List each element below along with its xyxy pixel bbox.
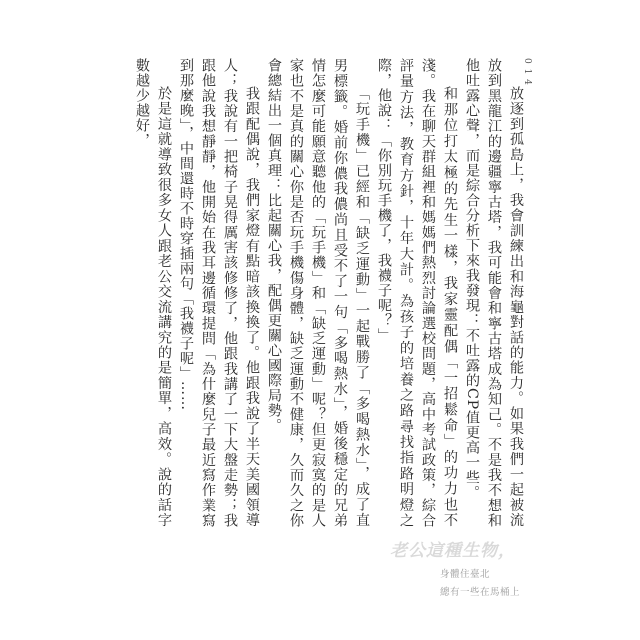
page-number: 0 1 4 xyxy=(522,58,532,86)
pull-quote-line: 身體住臺北 xyxy=(440,569,491,580)
pull-quote xyxy=(380,530,530,630)
paragraph: 「玩手機」已經和「缺乏運動」一起戰勝了「多喝熱水」，成了直男標籤。婚前你儂我儂尚且受不了一句「多喝熱水」，婚後穩定的兄弟情怎麼可能願意聽他的「玩手機」和「缺乏運動」呢？但更寂寞的是人家也不是真的關心你是否玩手機傷身體，缺乏運動不健康，久而久之你會總結出一個真理：比起關心我，配偶更關心國際局勢。 xyxy=(266,58,370,528)
paragraph: 我跟配偶說，我們家燈有點暗該換換了。他跟我說了半天美國領導人；我說有一把椅子晃得厲害該修修了，他跟我講了一下大盤走勢；我跟他說我想靜靜，他開始在我耳邊循環提問「為什麼兒子最近寫作業寫到那麼晚」，中間還時不時穿插兩句「我襪子呢」…… xyxy=(178,58,260,528)
pull-quote-title: 老公這種生物， xyxy=(390,541,516,561)
paragraph: 於是這就導致很多女人跟老公交流講究的是簡單，高效。說的話字數越少越好， xyxy=(134,58,172,528)
paragraph: 和那位打太極的先生一樣，我家靈配偶「一招鬆命」的功力也不淺。我在聊天群組裡和媽媽們熱烈討論選校問題，高中考試政策，綜合評量方法，教育方針，十年大計。為孩子的培養之路尋找指路明燈之際，他說：「你別玩手機了，我襪子呢？」 xyxy=(376,58,458,528)
pull-quote-line: 總有一些在馬桶上 xyxy=(440,587,521,598)
body-text xyxy=(127,58,527,528)
paragraph: 放逐到孤島上，我會訓練出和海龜對話的能力。如果我們一起被流放到黑龍江的邊疆寧古塔，我可能會和寧古塔成為知己。不是我不想和他吐露心聲，而是綜合分析下來我發現：不吐露的CP值更高一些。 xyxy=(464,58,524,528)
